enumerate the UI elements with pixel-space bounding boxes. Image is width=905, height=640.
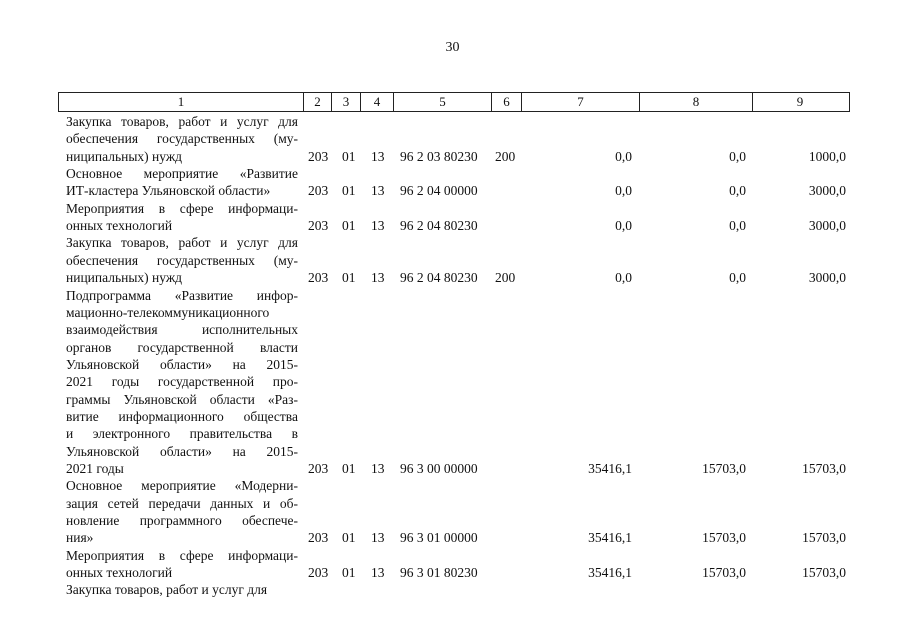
cell-razdel: 01: [342, 218, 356, 234]
cell-target-article: 96 3 01 00000: [400, 530, 478, 546]
row-description-line: органов государственной власти: [66, 339, 298, 355]
row-description-line: зация сетей передачи данных и об-: [66, 495, 298, 511]
cell-expense-type: 200: [495, 270, 516, 286]
header-col-3: 3: [331, 93, 360, 111]
row-description-line: 2021 годы: [66, 461, 124, 476]
cell-amount-col7: 0,0: [615, 218, 632, 234]
row-description-line: взаимодействия исполнительных: [66, 322, 298, 338]
cell-expense-type: 200: [495, 148, 516, 164]
row-description-line: Мероприятия в сфере информаци-: [66, 547, 298, 563]
cell-podrazdel: 13: [371, 183, 385, 199]
header-col-9: 9: [752, 93, 847, 111]
cell-podrazdel: 13: [371, 270, 385, 286]
cell-target-article: 96 2 04 80230: [400, 218, 478, 234]
cell-target-article: 96 2 04 00000: [400, 183, 478, 199]
cell-podrazdel: 13: [371, 530, 385, 546]
row-description-line: граммы Ульяновской области «Раз-: [66, 391, 298, 407]
cell-razdel: 01: [342, 530, 356, 546]
row-description-line: мационно-телекоммуникационного: [66, 304, 270, 320]
cell-amount-col8: 15703,0: [702, 461, 746, 476]
cell-amount-col8: 15703,0: [702, 530, 746, 546]
cell-amount-col8: 0,0: [729, 183, 746, 199]
cell-amount-col9: 15703,0: [802, 530, 846, 546]
row-description-line: Основное мероприятие «Модерни-: [66, 478, 298, 494]
row-description-line: обеспечения государственных (му-: [66, 252, 298, 268]
row-description-line: ния»: [66, 530, 94, 546]
row-description-line: и электронного правительства в: [66, 426, 298, 442]
cell-razdel: 01: [342, 183, 356, 199]
cell-podrazdel: 13: [371, 565, 385, 581]
row-description-line: ниципальных) нужд: [66, 270, 183, 286]
row-description-line: Ульяновской области» на 2015-: [66, 356, 298, 372]
cell-amount-col7: 35416,1: [588, 461, 632, 476]
cell-amount-col9: 15703,0: [802, 565, 846, 581]
cell-grbs: 203: [308, 270, 329, 286]
page-number: 30: [445, 40, 460, 55]
cell-amount-col7: 0,0: [615, 183, 632, 199]
cell-amount-col9: 3000,0: [808, 183, 846, 199]
cell-grbs: 203: [308, 530, 329, 546]
row-description-line: Закупка товаров, работ и услуг для: [66, 114, 298, 129]
cell-amount-col9: 15703,0: [802, 461, 846, 476]
cell-target-article: 96 3 01 80230: [400, 565, 478, 581]
cell-amount-col8: 0,0: [729, 218, 746, 234]
cell-amount-col7: 35416,1: [588, 565, 632, 581]
row-description-line: Закупка товаров, работ и услуг для: [66, 582, 268, 598]
row-description-line: витие информационного общества: [66, 408, 298, 424]
cell-target-article: 96 2 04 80230: [400, 270, 478, 286]
cell-grbs: 203: [308, 461, 329, 476]
header-col-7: 7: [521, 93, 639, 111]
header-col-6: 6: [491, 93, 521, 111]
cell-razdel: 01: [342, 461, 356, 476]
cell-target-article: 96 2 03 80230: [400, 148, 478, 164]
header-col-8: 8: [639, 93, 752, 111]
cell-amount-col8: 0,0: [729, 148, 746, 164]
row-description-line: онных технологий: [66, 218, 173, 234]
cell-amount-col7: 35416,1: [588, 530, 632, 546]
row-description-line: Основное мероприятие «Развитие: [66, 166, 298, 182]
row-description-line: Закупка товаров, работ и услуг для: [66, 235, 298, 251]
header-col-5: 5: [393, 93, 491, 111]
row-description-line: 2021 годы государственной про-: [66, 374, 298, 390]
cell-amount-col9: 3000,0: [808, 270, 846, 286]
cell-amount-col7: 0,0: [615, 148, 632, 164]
cell-grbs: 203: [308, 218, 329, 234]
header-col-1: 1: [177, 94, 185, 109]
row-description-line: Ульяновской области» на 2015-: [66, 443, 298, 459]
row-description-line: Мероприятия в сфере информаци-: [66, 200, 298, 216]
cell-razdel: 01: [342, 565, 356, 581]
row-description-line: онных технологий: [66, 565, 173, 581]
cell-amount-col7: 0,0: [615, 270, 632, 286]
row-description-line: Подпрограмма «Развитие инфор-: [66, 287, 298, 303]
table-header-row: [58, 92, 850, 112]
cell-amount-col9: 1000,0: [808, 148, 846, 164]
cell-podrazdel: 13: [371, 218, 385, 234]
header-col-2: 2: [303, 93, 331, 111]
row-description-line: обеспечения государственных (му-: [66, 131, 298, 147]
cell-razdel: 01: [342, 148, 356, 164]
cell-razdel: 01: [342, 270, 356, 286]
cell-amount-col8: 0,0: [729, 270, 746, 286]
cell-amount-col9: 3000,0: [808, 218, 846, 234]
cell-podrazdel: 13: [371, 148, 385, 164]
cell-amount-col8: 15703,0: [702, 565, 746, 581]
cell-podrazdel: 13: [371, 461, 385, 476]
row-description-line: новление программного обеспече-: [66, 513, 298, 529]
row-description-line: ниципальных) нужд: [66, 148, 183, 164]
row-description-line: ИТ-кластера Ульяновской области»: [66, 183, 271, 199]
header-col-4: 4: [360, 93, 393, 111]
cell-target-article: 96 3 00 00000: [400, 461, 478, 476]
cell-grbs: 203: [308, 565, 329, 581]
cell-grbs: 203: [308, 148, 329, 164]
cell-grbs: 203: [308, 183, 329, 199]
